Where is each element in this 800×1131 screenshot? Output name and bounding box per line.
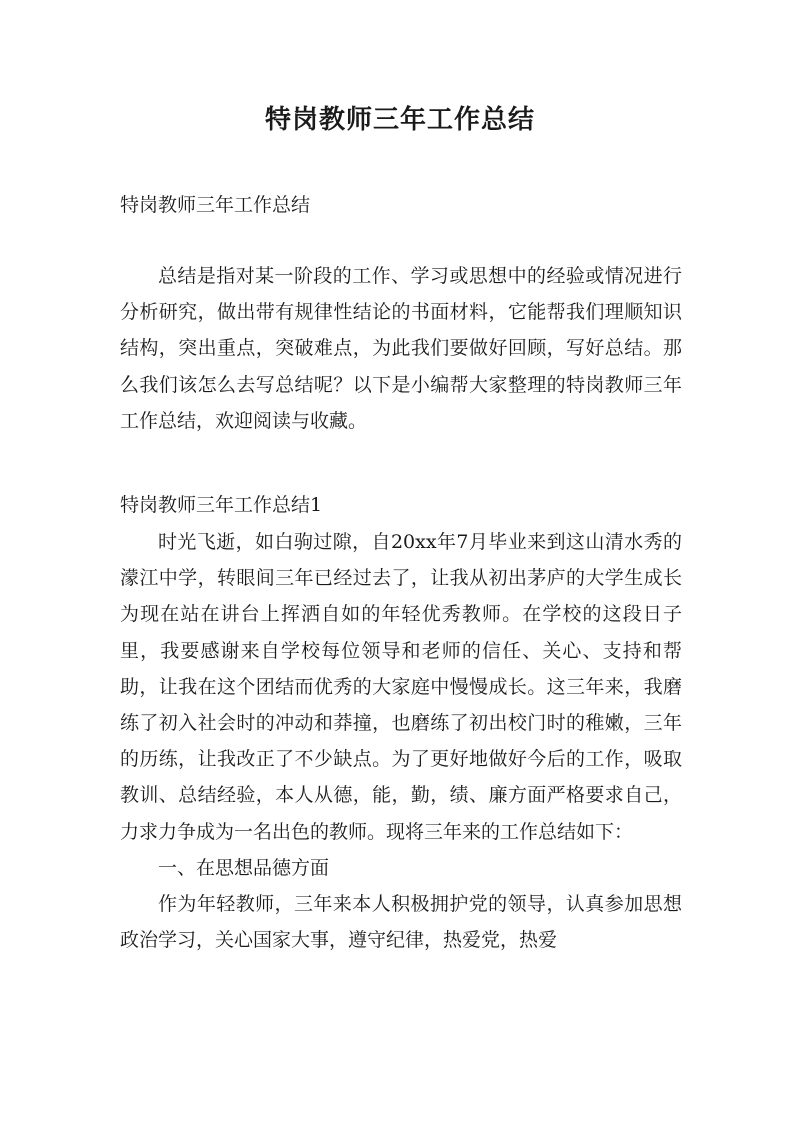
document-title: 特岗教师三年工作总结 bbox=[264, 105, 535, 135]
section-body bbox=[120, 524, 682, 958]
body-paragraph: 时光飞逝，如白驹过隙，自20xx年7月毕业来到这山清水秀的濛江中学，转眼间三年已经过去了，让我从初出茅庐的大学生成长为现在站在讲台上挥洒自如的年轻优秀教师。在学校的这段日子里，我要感谢来自学校每位领导和老师的信任、关心、支持和帮助，让我在这个团结而优秀的大家庭中慢慢成长。这三年来，我磨练了初入社会时的冲动和莽撞，也磨练了初出校门时的稚嫩，三年的历练，让我改正了不少缺点。为了更好地做好今后的工作，吸取教训、总结经验，本人从德，能，勤，绩、廉方面严格要求自己，力求力争成为一名出色的教师。现将三年来的工作总结如下： bbox=[120, 531, 682, 843]
intro-paragraph: 总结是指对某一阶段的工作、学习或思想中的经验或情况进行分析研究，做出带有规律性结论的书面材料，它能帮我们理顺知识结构，突出重点，突破难点，为此我们要做好回顾，写好总结。那么我们该怎么去写总结呢？以下是小编帮大家整理的特岗教师三年工作总结，欢迎阅读与收藏。 bbox=[120, 265, 682, 432]
section-heading: 特岗教师三年工作总结1 bbox=[120, 494, 323, 516]
subheading-ideology: 一、在思想品德方面 bbox=[158, 856, 330, 879]
body-paragraph: 作为年轻教师，三年来本人积极拥护党的领导，认真参加思想政治学习，关心国家大事，遵守纪律，热爱党，热爱 bbox=[120, 893, 682, 952]
document-subtitle: 特岗教师三年工作总结 bbox=[120, 194, 311, 216]
